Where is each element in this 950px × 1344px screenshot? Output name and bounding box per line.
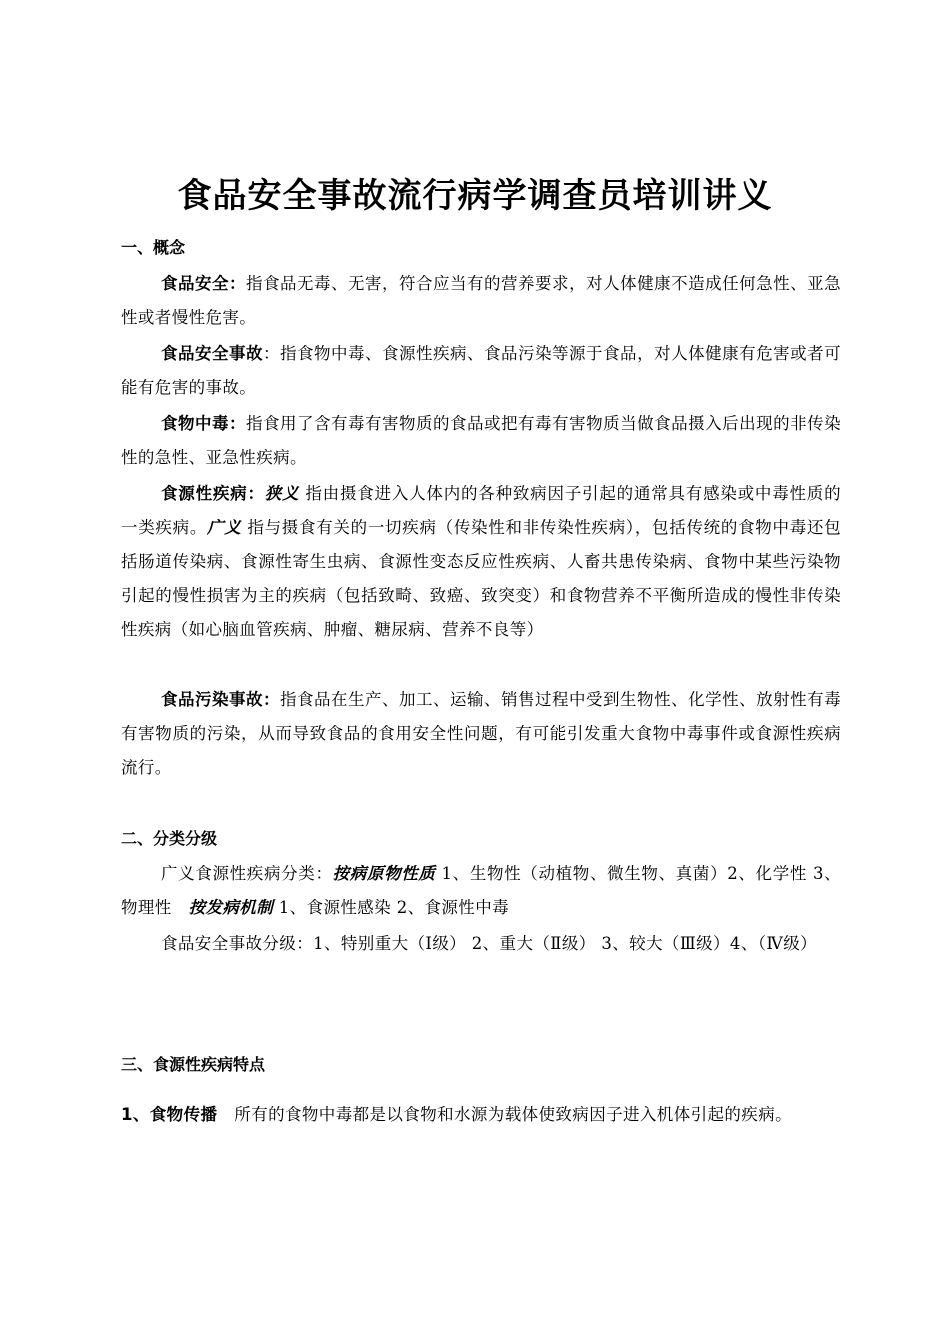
definition-food-poisoning: 指食用了含有毒有害物质的食品或把有毒有害物质当做食品摄入后出现的非传染性的急性、亚急性疾病。: [121, 414, 842, 467]
paragraph-food-contamination-incident: [121, 683, 841, 785]
definition-food-transmission: 所有的食物中毒都是以食物和水源为载体使致病因子进入机体引起的疾病。: [217, 1105, 792, 1124]
section-heading-characteristics: 三、食源性疾病特点: [121, 1055, 266, 1074]
paragraph-incident-grading: [121, 927, 841, 961]
term-food-safety: 食品安全：: [161, 274, 247, 293]
term-foodborne-disease: 食源性疾病：: [161, 484, 265, 503]
section-heading-concepts: 一、概念: [121, 238, 186, 257]
label-broad-sense: 广义: [207, 518, 242, 537]
term-food-contamination-incident: 食品污染事故：: [161, 690, 281, 709]
definition-food-contamination-incident: 指食品在生产、加工、运输、销售过程中受到生物性、化学性、放射性有毒有害物质的污染，从而导致食品的食用安全性问题，有可能引发重大食物中毒事件或食源性疾病流行。: [121, 690, 841, 777]
paragraph-disease-classification: [121, 857, 841, 925]
label-by-mechanism: 按发病机制: [188, 898, 274, 917]
definition-narrow-sense: 指由摄食进入人体内的各种致病因子引起的通常具有感染或中毒性质的一类疾病。: [121, 484, 841, 537]
classes-by-agent: 1、生物性（动植物、微生物、真菌）2、化学性 3、物理性: [121, 864, 842, 917]
paragraph-food-safety: [121, 267, 841, 335]
incident-grading-text: 食品安全事故分级：1、特别重大（Ⅰ级） 2、重大（Ⅱ级） 3、较大（Ⅲ级）4、（Ⅳ级）: [161, 934, 818, 953]
document-title: 食品安全事故流行病学调查员培训讲义: [177, 176, 773, 216]
paragraph-food-transmission: [121, 1098, 841, 1132]
term-food-poisoning: 食物中毒：: [161, 414, 247, 433]
label-by-agent: 按病原物性质: [332, 864, 436, 883]
classes-by-mechanism: 1、食源性感染 2、食源性中毒: [273, 898, 509, 917]
classification-lead: 广义食源性疾病分类：: [161, 864, 333, 883]
paragraph-food-poisoning: [121, 407, 841, 475]
paragraph-food-safety-incident: [121, 337, 841, 405]
label-narrow-sense: 狭义: [264, 484, 300, 503]
definition-broad-sense: 指与摄食有关的一切疾病（传染性和非传染性疾病），包括传统的食物中毒还包括肠道传染病、食源性寄生虫病、食源性变态反应性疾病、人畜共患传染病、食物中某些污染物引起的慢性损害为主的疾病（包括致畸、致癌、致突变）和食物营养不平衡所造成的慢性非传染性疾病（如心脑血管疾病、肿瘤、糖尿病、营养不良等）: [121, 518, 841, 639]
definition-food-safety-incident: ：指食物中毒、食源性疾病、食品污染等源于食品，对人体健康有危害或者可能有危害的事故。: [121, 344, 841, 397]
term-food-safety-incident: 食品安全事故: [161, 344, 264, 363]
term-food-transmission: 1、食物传播: [121, 1105, 218, 1124]
section-heading-classification: 二、分类分级: [121, 829, 218, 848]
paragraph-foodborne-disease: [121, 477, 841, 647]
definition-food-safety: 指食品无毒、无害，符合应当有的营养要求，对人体健康不造成任何急性、亚急性或者慢性危害。: [121, 274, 842, 327]
